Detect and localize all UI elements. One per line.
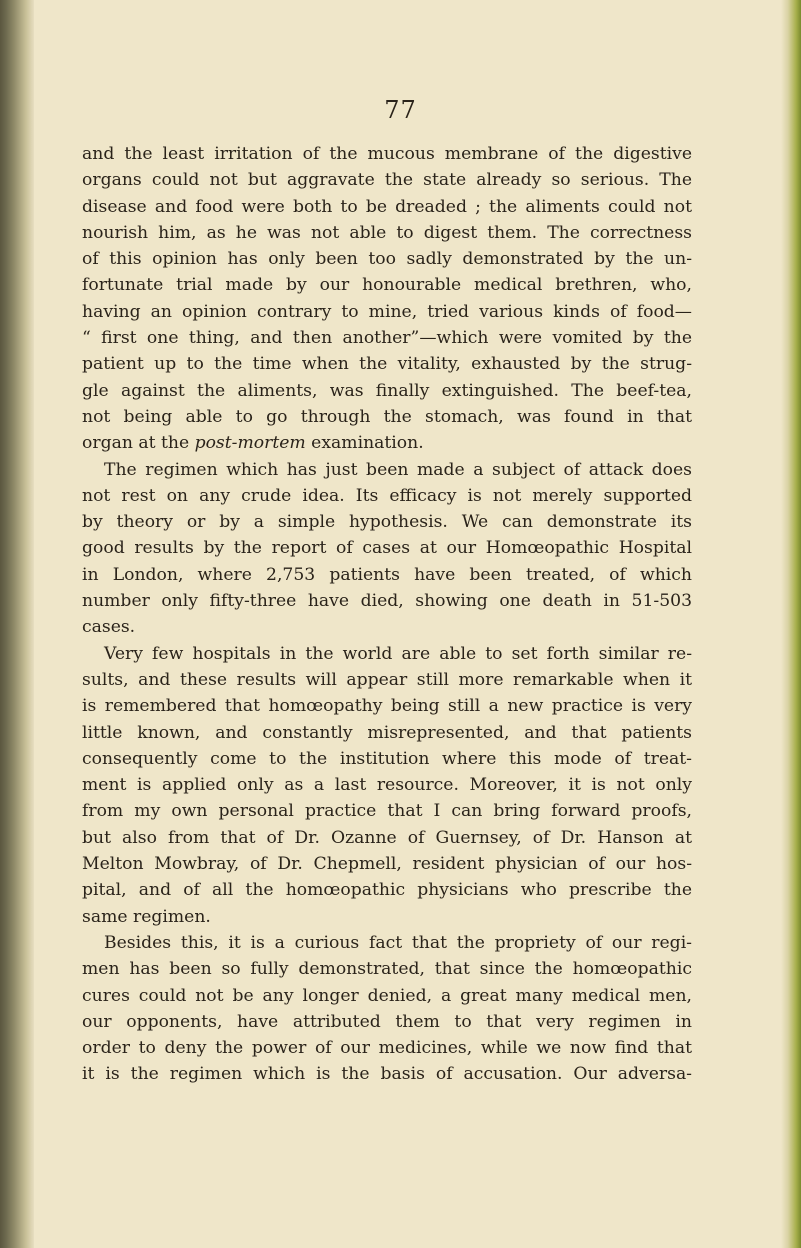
text-line: organ at the post-mortem examination. — [82, 433, 424, 454]
text-line: Very few hospitals in the world are able to set forth similar re- — [104, 643, 692, 664]
text-line: it is the regimen which is the basis of accusation. Our adversa- — [82, 1064, 692, 1085]
text-line: good results by the report of cases at our Homœopathic Hospital — [82, 538, 692, 559]
text-line: patient up to the time when the vitality, exhausted by the strug- — [82, 354, 692, 375]
text-line: of this opinion has only been too sadly demonstrated by the un- — [82, 249, 692, 270]
text-line: Besides this, it is a curious fact that the propriety of our regi- — [104, 932, 692, 953]
text-line: fortunate trial made by our honourable medical brethren, who, — [82, 275, 692, 296]
text-line: number only fifty-three have died, showing one death in 51-503 — [82, 591, 692, 612]
text-line: men has been so fully demonstrated, that since the homœopathic — [82, 959, 692, 980]
text-line: and the least irritation of the mucous membrane of the digestive — [82, 144, 692, 164]
text-line: disease and food were both to be dreaded ; the aliments could not — [82, 196, 692, 217]
text-line: from my own personal practice that I can bring forward proofs, — [82, 801, 692, 822]
text-line: order to deny the power of our medicines, while we now find that — [82, 1038, 692, 1059]
text-line: same regimen. — [82, 906, 211, 927]
text-line: little known, and constantly misrepresented, and that patients — [82, 722, 692, 743]
text-line: gle against the aliments, was finally extinguished. The beef-tea, — [82, 380, 692, 401]
text-line: The regimen which has just been made a subject of attack does — [104, 459, 692, 480]
text-line: our opponents, have attributed them to that very regimen in — [82, 1011, 692, 1032]
page-right-edge-shadow — [781, 0, 801, 1248]
text-line: having an opinion contrary to mine, tried various kinds of food— — [82, 301, 692, 322]
page-left-edge-shadow — [0, 0, 34, 1248]
text-line: Melton Mowbray, of Dr. Chepmell, resident physician of our hos- — [82, 854, 692, 875]
text-line: in London, where 2,753 patients have been treated, of which — [82, 564, 692, 585]
text-line: sults, and these results will appear still more remarkable when it — [82, 669, 692, 690]
text-line: cures could not be any longer denied, a great many medical men, — [82, 985, 692, 1006]
text-line: nourish him, as he was not able to digest them. The correctness — [82, 222, 692, 243]
page-number: 77 — [384, 96, 417, 124]
text-line: not rest on any crude idea. Its efficacy is not merely supported — [82, 485, 692, 506]
body-text — [82, 141, 692, 1088]
text-line: ment is applied only as a last resource. Moreover, it is not only — [82, 775, 692, 796]
text-line: “ first one thing, and then another”—which were vomited by the — [82, 328, 692, 349]
text-line: but also from that of Dr. Ozanne of Guernsey, of Dr. Hanson at — [82, 827, 692, 848]
text-line: pital, and of all the homœopathic physicians who prescribe the — [82, 880, 692, 901]
text-line: is remembered that homœopathy being still a new practice is very — [82, 696, 692, 717]
text-line: by theory or by a simple hypothesis. We can demonstrate its — [82, 512, 692, 533]
text-line: consequently come to the institution where this mode of treat- — [82, 748, 692, 769]
text-line: organs could not but aggravate the state already so serious. The — [82, 170, 692, 191]
text-line: not being able to go through the stomach, was found in that — [82, 406, 692, 427]
text-line: cases. — [82, 617, 136, 638]
